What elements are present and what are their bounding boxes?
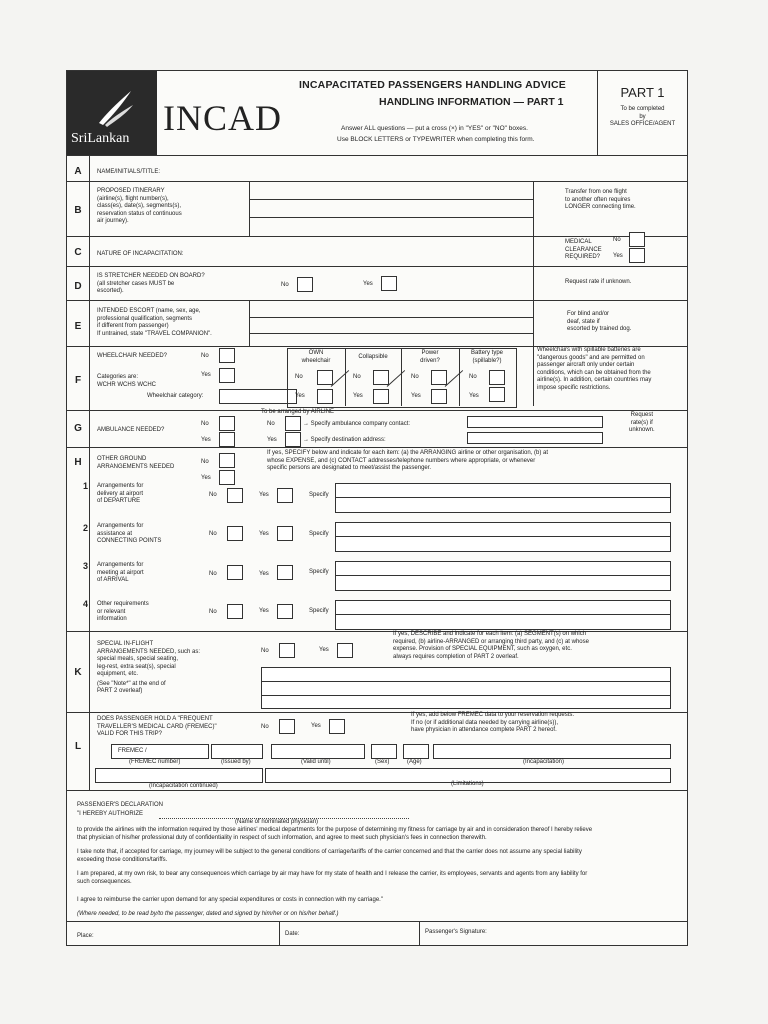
inflight-yes-checkbox[interactable] <box>337 643 353 658</box>
form-subtitle: HANDLING INFORMATION — PART 1 <box>379 96 564 108</box>
section-h-note <box>267 450 548 473</box>
item-3-specify-label: Specify <box>309 569 329 575</box>
ground-no-checkbox[interactable] <box>219 453 235 468</box>
divider <box>67 712 687 713</box>
item-1-label <box>97 483 143 506</box>
item-2-number: 2 <box>83 523 89 533</box>
col1-line-1: OWN <box>308 350 324 356</box>
medical-no-label: No <box>613 237 621 243</box>
peacock-emblem-icon <box>93 85 137 129</box>
section-b-label <box>97 188 182 226</box>
medical-yes-checkbox[interactable] <box>629 248 645 263</box>
collapsible-header: Collapsible <box>358 354 388 360</box>
section-d-label-2: (all stretcher cases MUST be <box>97 280 175 287</box>
battery-no-checkbox[interactable] <box>489 370 505 385</box>
divider <box>67 790 687 791</box>
section-l-note <box>411 712 574 735</box>
escort-line-1[interactable] <box>249 317 533 318</box>
item-2-yes-label: Yes <box>259 531 269 537</box>
col1-line-2: wheelchair <box>301 357 331 364</box>
fremec-valid-until-field[interactable] <box>271 744 365 759</box>
letter-column-divider <box>89 155 90 790</box>
section-e-note-3: escorted by trained dog. <box>567 326 632 332</box>
item-1-specify-label: Specify <box>309 492 329 498</box>
divider <box>67 631 687 632</box>
section-b-note-1: Transfer from one flight <box>565 189 627 195</box>
section-k-label-4: leg-rest, extra seat(s), special <box>97 663 176 670</box>
section-h-letter: H <box>74 457 82 468</box>
item-1-number: 1 <box>83 481 89 491</box>
wheelchair-category-label: Wheelchair category: <box>147 393 204 399</box>
para-3-line-1: I am prepared, at my own risk, to bear any consequences which carriage by air may have for my state of health and I release the carrier, its employees, servants and agents from any liability for <box>77 871 588 877</box>
declaration-paragraph-3 <box>77 871 681 886</box>
incapacitation-continued-caption: (Incapacitation continued) <box>149 783 218 789</box>
part-note-1: To be completed <box>620 106 665 112</box>
wheelchair-no-checkbox[interactable] <box>219 348 235 363</box>
divider <box>279 921 280 945</box>
section-a-letter: A <box>74 166 82 177</box>
own-wheelchair-header <box>287 350 345 365</box>
fremec-no-label: No <box>261 724 269 730</box>
col3-line-2: driven? <box>420 357 440 364</box>
section-d-label <box>97 273 205 296</box>
section-d-label-3: escorted). <box>97 288 124 294</box>
item-2-line-3: CONNECTING POINTS <box>97 538 162 544</box>
section-f-label: WHEELCHAIR NEEDED? <box>97 353 168 359</box>
categories-line-1: Categories are: <box>97 374 139 380</box>
section-g-letter: G <box>74 423 82 434</box>
airline-yes-checkbox[interactable] <box>285 432 301 447</box>
part-box <box>597 71 687 155</box>
section-l-note-2: If no (or if additional data needed by carrying airline(s)), <box>411 719 559 726</box>
section-e-label-4: If untrained, state "TRAVEL COMPANION". <box>97 330 212 337</box>
para-1-line-1: to provide the airlines with the information required by those airlines' medical departments for the purpose of determining my fitness for carriage by air and in consideration thereof I hereby relieve <box>77 827 593 833</box>
item-1-specify-field[interactable] <box>335 483 671 513</box>
section-h-note-2: whose EXPENSE, and (c) CONTACT addresses/telephone numbers where appropriate, or whenever <box>267 457 536 464</box>
section-k-label-7: PART 2 overleaf) <box>97 688 143 694</box>
section-h-note-3: specific persons are designated to meet/assist the passenger. <box>267 465 432 471</box>
section-e-note-1: For blind and/or <box>567 311 610 317</box>
power-yes-label: Yes <box>411 393 421 399</box>
section-c-label: NATURE OF INCAPACITATION: <box>97 251 184 257</box>
divider <box>249 181 250 236</box>
ambulance-contact-label: → Specify ambulance company contact: <box>303 421 411 427</box>
section-l-note-3: have physician in attendance complete PART 2 hereof. <box>411 727 557 733</box>
section-b-note <box>565 189 636 212</box>
section-g-note <box>629 412 655 435</box>
fremec-sex-field[interactable] <box>371 744 397 759</box>
item-3-specify-field[interactable] <box>335 561 671 591</box>
fremec-incapacitation-caption: (Incapacitation) <box>523 759 565 765</box>
section-g-note-1: Request <box>630 412 654 418</box>
section-g-note-3: unknown. <box>629 427 655 433</box>
section-h-label <box>97 456 174 471</box>
section-b-note-3: LONGER connecting time. <box>565 204 636 210</box>
section-f-note-3: passenger aircraft only under certain <box>537 362 635 368</box>
item-1-no-checkbox[interactable] <box>227 488 243 503</box>
collapsible-no-label: No <box>353 374 361 380</box>
inflight-yes-label: Yes <box>319 647 329 653</box>
date-label: Date: <box>285 931 300 937</box>
ground-no-label: No <box>201 459 209 465</box>
itinerary-line-1[interactable] <box>249 199 533 200</box>
fremec-no-checkbox[interactable] <box>279 719 295 734</box>
ambulance-contact-text: Specify ambulance company contact: <box>310 421 411 427</box>
srilankan-logo <box>67 71 157 155</box>
section-h-label-1: OTHER GROUND <box>97 456 147 462</box>
divider <box>67 300 687 301</box>
item-2-specify-field[interactable] <box>335 522 671 552</box>
item-3-number: 3 <box>83 561 89 571</box>
declaration-note: (Where needed, to be read by/to the passenger, dated and signed by him/her or on his/her behalf.) <box>77 911 339 917</box>
instruction-2: Use BLOCK LETTERS or TYPEWRITER when completing this form. <box>337 136 535 143</box>
item-2-no-checkbox[interactable] <box>227 526 243 541</box>
section-b-label-5: air journey). <box>97 218 129 224</box>
ambulance-contact-field[interactable] <box>467 416 603 428</box>
section-l-label-2: TRAVELLER'S MEDICAL CARD (FREMEC)" <box>97 723 217 730</box>
escort-line-2[interactable] <box>249 333 533 334</box>
destination-address-text: Specify destination address: <box>310 437 386 443</box>
wheelchair-yes-checkbox[interactable] <box>219 368 235 383</box>
item-2-line-1: Arrangements for <box>97 523 144 529</box>
power-no-checkbox[interactable] <box>431 370 447 385</box>
section-l-letter: L <box>74 741 82 752</box>
section-d-letter: D <box>74 281 82 292</box>
declaration-authorize: "I HEREBY AUTHORIZE <box>77 811 144 817</box>
fremec-number-field[interactable] <box>111 744 209 759</box>
item-3-no-checkbox[interactable] <box>227 565 243 580</box>
item-1-line-1: Arrangements for <box>97 483 144 489</box>
declaration-paragraph-1 <box>77 827 681 842</box>
para-2-line-1: I take note that, if accepted for carriage, my journey will be subject to the general conditions of carriage/tariffs of the carrier concerned and that the carrier does not assume any special liability <box>77 849 582 855</box>
section-b-label-2: (airline(s), flight number(s), <box>97 195 169 202</box>
section-f-note-4: conditions, which can be obtained from the <box>537 369 651 376</box>
wheelchair-yes-label: Yes <box>201 372 211 378</box>
section-c-letter: C <box>74 247 82 258</box>
divider <box>533 266 534 300</box>
section-k-label-2: ARRANGEMENTS NEEDED, such as: <box>97 648 201 655</box>
item-2-specify-label: Specify <box>309 531 329 537</box>
arranged-by-airline: To be arranged by AIRLINE <box>261 409 335 415</box>
power-no-label: No <box>411 374 419 380</box>
divider <box>67 155 687 156</box>
divider <box>419 921 420 945</box>
item-1-yes-checkbox[interactable] <box>277 488 293 503</box>
airline-no-checkbox[interactable] <box>285 416 301 431</box>
fremec-yes-label: Yes <box>311 723 321 729</box>
col4-line-2: (spillable?) <box>472 357 502 364</box>
fremec-sex-caption: (Sex) <box>375 759 390 765</box>
limitations-caption: (Limitations) <box>451 781 484 787</box>
physician-name-caption: (Name of nominated physician) <box>235 819 319 825</box>
collapsible-no-checkbox[interactable] <box>373 370 389 385</box>
item-3-no-label: No <box>209 571 217 577</box>
col4-line-1: Battery type <box>470 350 503 356</box>
stretcher-yes-label: Yes <box>363 281 373 287</box>
divider <box>67 236 687 237</box>
inflight-no-checkbox[interactable] <box>279 643 295 658</box>
section-e-label-3: if different from passenger) <box>97 323 169 329</box>
own-yes-checkbox[interactable] <box>317 389 333 404</box>
divider <box>533 181 534 236</box>
medical-clearance-2: CLEARANCE <box>565 246 602 253</box>
item-4-no-checkbox[interactable] <box>227 604 243 619</box>
fremec-prefix: FREMEC / <box>118 748 147 754</box>
wheelchair-categories <box>97 374 156 389</box>
item-2-no-label: No <box>209 531 217 537</box>
own-no-label: No <box>295 374 303 380</box>
section-b-label-4: reservation status of continuous <box>97 210 182 217</box>
item-3-line-2: meeting at airport <box>97 569 144 576</box>
fremec-age-caption: (Age) <box>407 759 422 765</box>
fremec-age-field[interactable] <box>403 744 429 759</box>
section-k-note-3: expense. Provision of SPECIAL EQUIPMENT, such as oxygen, etc. <box>393 646 572 652</box>
incapacitation-continued-field[interactable] <box>95 768 263 783</box>
section-f-letter: F <box>74 375 82 386</box>
section-k-label-6: (See "Note*" at the end of <box>97 680 166 687</box>
item-4-yes-checkbox[interactable] <box>277 604 293 619</box>
divider <box>67 266 687 267</box>
collapsible-yes-label: Yes <box>353 393 363 399</box>
destination-address-label: → Specify destination address: <box>303 437 386 443</box>
item-4-number: 4 <box>83 599 89 609</box>
incad-form <box>66 70 688 946</box>
section-d-label-1: IS STRETCHER NEEDED ON BOARD? <box>97 273 205 279</box>
item-4-specify-label: Specify <box>309 608 329 614</box>
medical-yes-label: Yes <box>613 253 623 259</box>
destination-address-field[interactable] <box>467 432 603 444</box>
airline-yes-label: Yes <box>267 437 277 443</box>
section-k-label-5: equipment, etc. <box>97 671 139 677</box>
item-3-yes-label: Yes <box>259 571 269 577</box>
ambulance-yes-checkbox[interactable] <box>219 432 235 447</box>
divider <box>67 410 687 411</box>
battery-type-header <box>459 350 515 365</box>
fremec-issued-caption: (Issued by) <box>221 759 251 765</box>
wheelchair-no-label: No <box>201 353 209 359</box>
section-e-note-2: deaf, state if <box>567 318 600 325</box>
divider <box>67 447 687 448</box>
itinerary-line-2[interactable] <box>249 217 533 218</box>
para-3-line-2: such consequences. <box>77 878 132 885</box>
section-e-note <box>567 311 631 334</box>
section-g-note-2: rate(s) if <box>630 419 653 426</box>
airline-no-label: No <box>267 421 275 427</box>
power-driven-header <box>401 350 459 365</box>
medical-clearance-3: REQUIRED? <box>565 254 601 260</box>
ambulance-yes-label: Yes <box>201 437 211 443</box>
section-k-note-2: required, (b) airline-ARRANGED or arranging third party, and (c) at whose <box>393 638 589 645</box>
section-a-label: NAME/INITIALS/TITLE: <box>97 169 161 175</box>
divider <box>533 346 534 406</box>
inflight-description-field[interactable] <box>261 667 671 709</box>
place-label: Place: <box>77 933 94 939</box>
divider <box>533 236 534 266</box>
item-2-line-2: assistance at <box>97 530 133 537</box>
section-e-letter: E <box>74 321 82 332</box>
declaration-paragraph-4: I agree to reimburse the carrier upon demand for any special expenditures or costs in connection with my carriage." <box>77 897 383 903</box>
item-1-yes-label: Yes <box>259 492 269 498</box>
section-k-note-4: always requires completion of PART 2 overleaf. <box>393 653 519 660</box>
section-f-note-5: airline(s). In addition, certain countries may <box>537 377 652 383</box>
section-e-label <box>97 308 212 338</box>
section-e-label-2: professional qualification, segments <box>97 315 193 322</box>
section-k-note-1: If yes, DESCRIBE and indicate for each item: (a) SEGMENT(s) on which <box>393 631 587 637</box>
item-1-no-label: No <box>209 492 217 498</box>
ground-yes-label: Yes <box>201 475 211 481</box>
medical-clearance-label <box>565 239 602 262</box>
battery-yes-label: Yes <box>469 393 479 399</box>
section-d-note: Request rate if unknown. <box>565 279 632 285</box>
fremec-incapacitation-field[interactable] <box>433 744 671 759</box>
item-4-specify-field[interactable] <box>335 600 671 630</box>
item-4-no-label: No <box>209 609 217 615</box>
section-b-note-2: to another often requires <box>565 196 631 203</box>
item-4-yes-label: Yes <box>259 608 269 614</box>
para-1-line-2: that physician of his/her professional duty of confidentiality in respect of such information, and agree to meet such physician's fees in connection therewith. <box>77 834 487 841</box>
stretcher-no-checkbox[interactable] <box>297 277 313 292</box>
declaration-heading: PASSENGER'S DECLARATION <box>77 802 163 808</box>
ambulance-no-checkbox[interactable] <box>219 416 235 431</box>
item-2-label <box>97 523 161 546</box>
wheelchair-category-field[interactable] <box>219 389 297 404</box>
section-k-label-1: SPECIAL IN-FLIGHT <box>97 641 154 647</box>
item-3-line-3: of ARRIVAL <box>97 577 129 583</box>
item-3-yes-checkbox[interactable] <box>277 565 293 580</box>
medical-clearance-1: MEDICAL <box>565 239 592 245</box>
stretcher-yes-checkbox[interactable] <box>381 276 397 291</box>
stretcher-no-label: No <box>281 282 289 288</box>
item-1-line-3: of DEPARTURE <box>97 498 141 504</box>
logo-text: SriLankan <box>71 131 130 146</box>
section-h-label-2: ARRANGEMENTS NEEDED <box>97 463 175 470</box>
item-4-label <box>97 601 149 624</box>
section-f-note-6: impose specific restrictions. <box>537 384 611 391</box>
declaration-paragraph-2 <box>77 849 681 864</box>
divider <box>533 300 534 346</box>
section-l-label <box>97 716 217 739</box>
item-3-line-1: Arrangements for <box>97 562 144 568</box>
item-4-line-1: Other requirements <box>97 601 149 607</box>
battery-no-label: No <box>469 374 477 380</box>
fremec-number-caption: (FREMEC number) <box>129 759 181 765</box>
section-b-label-1: PROPOSED ITINERARY <box>97 188 165 194</box>
inflight-no-label: No <box>261 648 269 654</box>
battery-yes-checkbox[interactable] <box>489 387 505 402</box>
categories-line-2: WCHR WCHS WCHC <box>97 381 156 388</box>
section-l-label-3: VALID FOR THIS TRIP? <box>97 731 163 737</box>
signature-label: Passenger's Signature: <box>425 929 487 935</box>
own-yes-label: Yes <box>295 393 305 399</box>
form-title: INCAPACITATED PASSENGERS HANDLING ADVICE <box>299 79 567 91</box>
divider <box>249 300 250 346</box>
ground-yes-checkbox[interactable] <box>219 470 235 485</box>
fremec-issued-by-field[interactable] <box>211 744 263 759</box>
own-no-checkbox[interactable] <box>317 370 333 385</box>
col3-line-1: Power <box>421 350 439 356</box>
fremec-yes-checkbox[interactable] <box>329 719 345 734</box>
part-label: PART 1 <box>620 85 665 100</box>
divider <box>67 181 687 182</box>
part-note-3: SALES OFFICE/AGENT <box>609 121 676 127</box>
section-e-label-1: INTENDED ESCORT (name, sex, age, <box>97 308 201 314</box>
section-b-label-3: class(es), date(s), segments(s), <box>97 203 182 209</box>
section-f-note-2: "dangerous goods" and are permitted on <box>537 354 645 361</box>
incad-title: INCAD <box>163 98 282 138</box>
ambulance-no-label: No <box>201 421 209 427</box>
section-l-label-1: DOES PASSENGER HOLD A "FREQUENT <box>97 716 213 722</box>
item-4-line-3: information <box>97 616 127 622</box>
part-note-2: by <box>639 113 646 120</box>
section-f-note <box>537 347 651 392</box>
section-f-note-1: Wheelchairs with spillable batteries are <box>537 347 641 353</box>
item-3-label <box>97 562 144 585</box>
item-1-line-2: delivery at airport <box>97 490 144 497</box>
item-4-line-2: or relevant <box>97 608 126 615</box>
section-b-letter: B <box>74 205 82 216</box>
fremec-valid-caption: (Valid until) <box>301 759 331 765</box>
item-2-yes-checkbox[interactable] <box>277 526 293 541</box>
section-g-label: AMBULANCE NEEDED? <box>97 427 165 433</box>
divider <box>67 921 687 922</box>
collapsible-yes-checkbox[interactable] <box>373 389 389 404</box>
section-k-label <box>97 641 200 696</box>
instruction-1: Answer ALL questions — put a cross (×) in "YES" or "NO" boxes. <box>341 125 528 132</box>
para-2-line-2: exceeding those conditions/tariffs. <box>77 856 168 863</box>
section-k-letter: K <box>74 667 82 678</box>
medical-no-checkbox[interactable] <box>629 232 645 247</box>
power-yes-checkbox[interactable] <box>431 389 447 404</box>
section-l-note-1: If yes, add below FREMEC data to your reservation requests. <box>411 712 575 718</box>
section-k-note <box>393 631 589 661</box>
section-k-label-3: special meals, special seating, <box>97 656 179 662</box>
section-h-note-1: If yes, SPECIFY below and indicate for each item: (a) the ARRANGING airline or other organisation, (b) at <box>267 450 549 456</box>
